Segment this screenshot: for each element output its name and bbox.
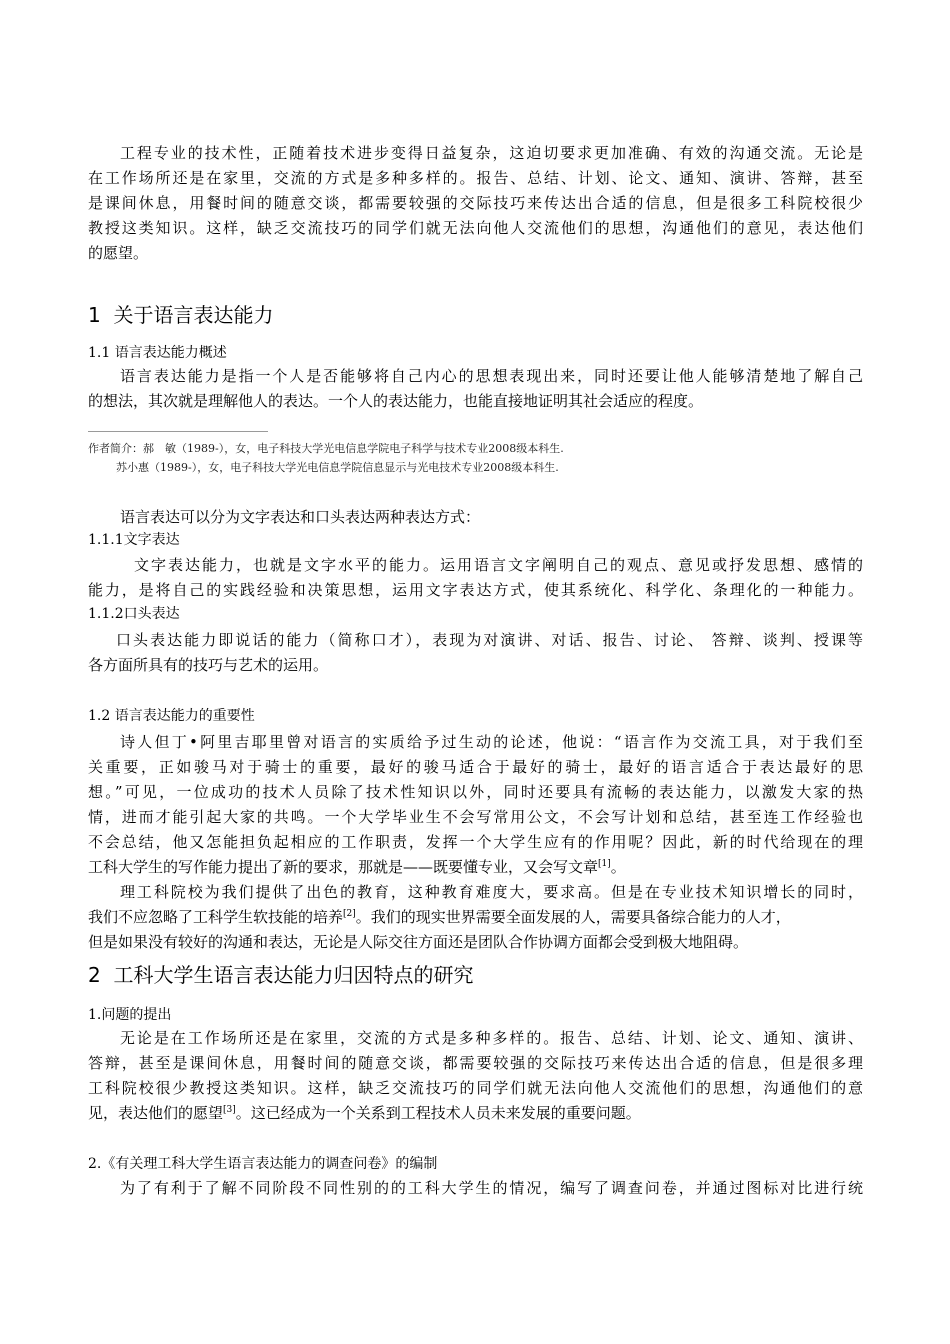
subsection-number: 1. xyxy=(88,1007,102,1023)
paragraph-line xyxy=(88,904,873,930)
intro-line: 教授这类知识。这样，缺乏交流技巧的同学们就无法向他人交流他们的思想，沟通他们的意见，表达他们 xyxy=(88,219,863,237)
author-note: 苏小惠（1989-），女，电子科技大学光电信息学院信息显示与光电技术专业2008级本科生. xyxy=(116,461,559,474)
paragraph-line: 口头表达能力即说话的能力（简称口才），表现为对演讲、对话、报告、讨论、 答辩、谈判、授课等 xyxy=(116,631,863,649)
paragraph-text: 。我们的现实世界需要全面发展的人，需要具备综合能力的人才， xyxy=(355,908,791,926)
subsection-title: 《有关理工科大学生语言表达能力的调查问卷》的编制 xyxy=(101,1156,438,1172)
paragraph-line: 语言表达能力是指一个人是否能够将自己内心的思想表现出来，同时还要让他人能够清楚地了解自己 xyxy=(120,367,863,385)
paragraph-line: 关重要，正如骏马对于骑士的重要，最好的骏马适合于最好的骑士，最好的语言适合于表达最好的思 xyxy=(88,758,863,776)
paragraph-line: 但是如果没有较好的沟通和表达，无论是人际交往方面还是团队合作协调方面都会受到极大地阻碍。 xyxy=(88,933,749,951)
paragraph-line: 各方面所具有的技巧与艺术的运用。 xyxy=(88,656,329,674)
subsection-title: 语言表达能力概述 xyxy=(114,345,227,361)
citation: [3] xyxy=(223,1105,236,1115)
paragraph-line xyxy=(88,1100,863,1126)
intro-line: 是课间休息，用餐时间的随意交谈，都需要较强的交际技巧来传达出合适的信息，但是很多工科院校很少 xyxy=(88,194,863,212)
paragraph-text: 。这已经成为一个关系到工程技术人员未来发展的重要问题。 xyxy=(235,1104,641,1122)
section-2-heading xyxy=(88,961,473,989)
paragraph-line: 诗人但丁•阿里吉耶里曾对语言的实质给予过生动的论述，他说：“语言作为交流工具，对于我们至 xyxy=(120,733,863,751)
section-number: 2 xyxy=(88,963,101,987)
paragraph-line: 语言表达可以分为文字表达和口头表达两种表达方式： xyxy=(120,508,481,526)
intro-line: 在工作场所还是在家里，交流的方式是多种多样的。报告、总结、计划、论文、通知、演讲、答辩，甚至 xyxy=(88,169,863,187)
paragraph-line: 答辩，甚至是课间休息，用餐时间的随意交谈，都需要较强的交际技巧来传达出合适的信息，但是很多理 xyxy=(88,1054,863,1072)
paragraph-line: 不会总结，他又怎能担负起相应的工作职责，发挥一个大学生应有的作用呢？因此，新的时代给现在的理 xyxy=(88,833,863,851)
paragraph-line: 理工科院校为我们提供了出色的教育，这种教育难度大，要求高。但是在专业技术知识增长的同时， xyxy=(120,883,863,901)
footnote-divider xyxy=(88,431,268,432)
paragraph-line xyxy=(88,854,863,880)
citation: [2] xyxy=(343,909,356,919)
subsection-number: 1.1.1 xyxy=(88,532,124,548)
subsection-number: 2. xyxy=(88,1156,102,1172)
subsection-number: 1.2 xyxy=(88,708,111,724)
section-title: 工科大学生语言表达能力归因特点的研究 xyxy=(113,963,474,987)
subsection-number: 1.1.2 xyxy=(88,606,124,622)
paragraph-text: 工科大学生的写作能力提出了新的要求，那就是——既要懂专业，又会写文章 xyxy=(88,858,599,876)
paragraph-line: 工科院校很少教授这类知识。这样，缺乏交流技巧的同学们就无法向他人交流他们的思想，沟通他们的意 xyxy=(88,1079,863,1097)
author-note: 作者简介：郝 敏（1989-），女，电子科技大学光电信息学院电子科学与技术专业2008级本科生. xyxy=(88,442,564,455)
paragraph-line: 无论是在工作场所还是在家里，交流的方式是多种多样的。报告、总结、计划、论文、通知、演讲、 xyxy=(120,1029,863,1047)
subsection-questionnaire-heading xyxy=(88,1152,437,1176)
paragraph-line: 情，进而才能引起大家的共鸣。一个大学毕业生不会写常用公文，不会写计划和总结，甚至连工作经验也 xyxy=(88,808,863,826)
section-title: 关于语言表达能力 xyxy=(113,303,274,327)
paragraph-line: 想。”可见，一位成功的技术人员除了技术性知识以外，同时还要具有流畅的表达能力，以激发大家的热 xyxy=(88,783,863,801)
subsection-title: 问题的提出 xyxy=(101,1007,172,1023)
subsection-1-1-2-heading xyxy=(88,602,180,626)
paragraph-text: 见，表达他们的愿望 xyxy=(88,1104,224,1122)
subsection-1-1-1-heading xyxy=(88,528,180,552)
citation: [1] xyxy=(598,859,611,869)
paragraph-text: 我们不应忽略了工科学生软技能的培养 xyxy=(88,908,344,926)
intro-line: 的愿望。 xyxy=(88,244,149,262)
section-1-heading xyxy=(88,301,273,329)
section-number: 1 xyxy=(88,303,101,327)
subsection-1-1-heading xyxy=(88,341,227,365)
paragraph-line: 为了有利于了解不同阶段不同性别的的工科大学生的情况，编写了调查问卷，并通过图标对比进行统 xyxy=(120,1179,863,1197)
subsection-title: 口头表达 xyxy=(123,606,180,622)
paragraph-line: 能力，是将自己的实践经验和决策思想，运用文字表达方式，使其系统化、科学化、条理化的一种能力。 xyxy=(88,581,863,599)
subsection-number: 1.1 xyxy=(88,345,111,361)
subsection-question-heading xyxy=(88,1003,171,1027)
paragraph-text: 。 xyxy=(610,858,626,876)
subsection-title: 文字表达 xyxy=(123,532,180,548)
subsection-1-2-heading xyxy=(88,704,255,728)
subsection-title: 语言表达能力的重要性 xyxy=(114,708,255,724)
paragraph-line: 文字表达能力，也就是文字水平的能力。运用语言文字阐明自己的观点、意见或抒发思想、感情的 xyxy=(134,556,863,574)
intro-line: 工程专业的技术性，正随着技术进步变得日益复杂，这迫切要求更加准确、有效的沟通交流。无论是 xyxy=(120,144,863,162)
paragraph-line: 的想法，其次就是理解他人的表达。一个人的表达能力，也能直接地证明其社会适应的程度。 xyxy=(88,392,704,410)
